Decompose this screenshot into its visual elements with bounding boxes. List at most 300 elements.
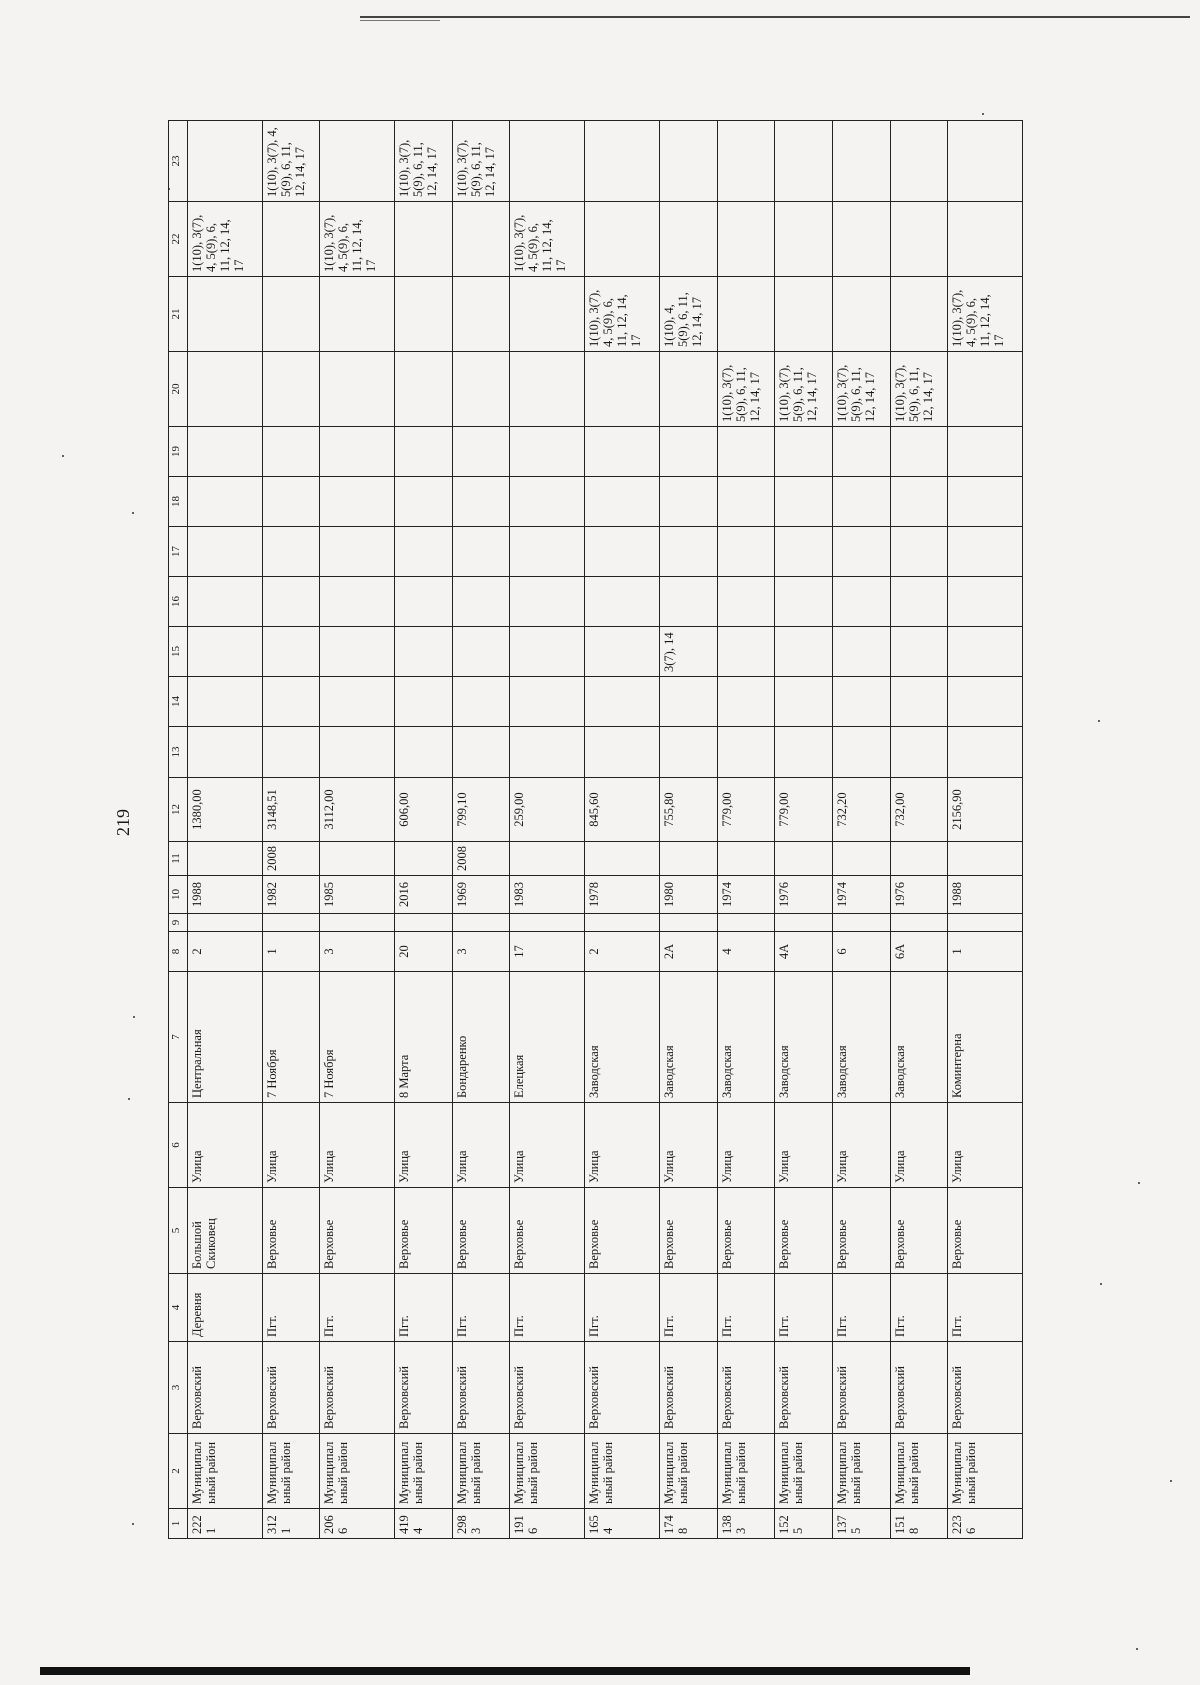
cell-col-14: [775, 677, 833, 727]
cell-col-8: 6: [832, 932, 890, 972]
cell-col-11: 2008: [452, 842, 510, 876]
cell-col-21: 1(10), 3(7), 4, 5(9), 6, 11, 12, 14, 17: [585, 277, 660, 352]
cell-col-12: 259,00: [510, 778, 585, 842]
cell-col-1: 1525: [775, 1509, 833, 1539]
table-row: [452, 121, 510, 1539]
cell-col-21: [262, 277, 320, 352]
cell-col-15: [890, 627, 948, 677]
cell-col-13: [659, 727, 717, 778]
cell-col-12: 779,00: [775, 778, 833, 842]
cell-col-14: [510, 677, 585, 727]
cell-col-13: [510, 727, 585, 778]
cell-col-22: 1(10), 3(7), 4, 5(9), 6, 11, 12, 14, 17: [510, 202, 585, 277]
cell-col-4: Пгт.: [948, 1274, 1023, 1342]
cell-col-18: [832, 477, 890, 527]
cell-col-15: [262, 627, 320, 677]
cell-col-17: [832, 527, 890, 577]
cell-col-5: Верховье: [775, 1188, 833, 1274]
cell-col-3: Верховский: [948, 1342, 1023, 1434]
cell-col-9: [717, 914, 775, 932]
column-number-11: 11: [169, 842, 188, 876]
cell-col-8: 2: [585, 932, 660, 972]
cell-col-22: [585, 202, 660, 277]
cell-col-12: 755,80: [659, 778, 717, 842]
cell-col-18: [395, 477, 453, 527]
cell-col-15: [187, 627, 262, 677]
cell-col-19: [890, 427, 948, 477]
cell-col-6: Улица: [187, 1103, 262, 1188]
cell-col-3: Верховский: [262, 1342, 320, 1434]
cell-col-20: [320, 352, 395, 427]
table-row: [832, 121, 890, 1539]
cell-col-4: Пгт.: [262, 1274, 320, 1342]
cell-col-20: 1(10), 3(7), 5(9), 6, 11, 12, 14, 17: [717, 352, 775, 427]
cell-col-8: 3: [452, 932, 510, 972]
table-row: [510, 121, 585, 1539]
cell-col-2: Муниципальный район: [262, 1434, 320, 1509]
cell-col-13: [452, 727, 510, 778]
cell-col-9: [187, 914, 262, 932]
cell-col-11: [890, 842, 948, 876]
table-row: [187, 121, 262, 1539]
scan-speck: [62, 455, 64, 457]
cell-col-5: Верховье: [890, 1188, 948, 1274]
cell-col-15: [510, 627, 585, 677]
cell-col-6: Улица: [832, 1103, 890, 1188]
scan-speck: [133, 1016, 135, 1018]
cell-col-21: [395, 277, 453, 352]
cell-col-20: [659, 352, 717, 427]
cell-col-15: [452, 627, 510, 677]
cell-col-15: [320, 627, 395, 677]
cell-col-18: [775, 477, 833, 527]
cell-col-23: [585, 121, 660, 202]
cell-col-15: [948, 627, 1023, 677]
cell-col-22: [262, 202, 320, 277]
cell-col-20: [510, 352, 585, 427]
cell-col-6: Улица: [775, 1103, 833, 1188]
cell-col-17: [452, 527, 510, 577]
cell-col-22: [452, 202, 510, 277]
cell-col-4: Пгт.: [832, 1274, 890, 1342]
cell-col-17: [262, 527, 320, 577]
cell-col-16: [395, 577, 453, 627]
cell-col-3: Верховский: [890, 1342, 948, 1434]
cell-col-5: Верховье: [510, 1188, 585, 1274]
cell-col-1: 1748: [659, 1509, 717, 1539]
cell-col-5: Верховье: [717, 1188, 775, 1274]
cell-col-11: [832, 842, 890, 876]
cell-col-3: Верховский: [452, 1342, 510, 1434]
cell-col-7: 7 Ноября: [262, 972, 320, 1103]
cell-col-17: [395, 527, 453, 577]
cell-col-15: [395, 627, 453, 677]
scan-speck: [128, 1098, 130, 1100]
cell-col-2: Муниципальный район: [510, 1434, 585, 1509]
cell-col-3: Верховский: [510, 1342, 585, 1434]
cell-col-19: [832, 427, 890, 477]
cell-col-18: [890, 477, 948, 527]
cell-col-23: [510, 121, 585, 202]
cell-col-18: [452, 477, 510, 527]
cell-col-23: 1(10), 3(7), 5(9), 6, 11, 12, 14, 17: [395, 121, 453, 202]
cell-col-10: 1985: [320, 876, 395, 914]
column-number-19: 19: [169, 427, 188, 477]
cell-col-4: Пгт.: [775, 1274, 833, 1342]
cell-col-23: 1(10), 3(7), 4, 5(9), 6, 11, 12, 14, 17: [262, 121, 320, 202]
table-row: [659, 121, 717, 1539]
column-number-21: 21: [169, 277, 188, 352]
cell-col-10: 1988: [187, 876, 262, 914]
cell-col-21: [832, 277, 890, 352]
cell-col-9: [585, 914, 660, 932]
cell-col-5: Верховье: [832, 1188, 890, 1274]
cell-col-22: 1(10), 3(7), 4, 5(9), 6, 11, 12, 14, 17: [320, 202, 395, 277]
cell-col-8: 4: [717, 932, 775, 972]
cell-col-7: Заводская: [659, 972, 717, 1103]
column-number-1: 1: [169, 1509, 188, 1539]
cell-col-16: [262, 577, 320, 627]
cell-col-1: 2066: [320, 1509, 395, 1539]
cell-col-4: Пгт.: [585, 1274, 660, 1342]
cell-col-16: [775, 577, 833, 627]
cell-col-6: Улица: [320, 1103, 395, 1188]
cell-col-23: [948, 121, 1023, 202]
cell-col-1: 1375: [832, 1509, 890, 1539]
cell-col-3: Верховский: [717, 1342, 775, 1434]
cell-col-7: Бондаренко: [452, 972, 510, 1103]
cell-col-4: Пгт.: [452, 1274, 510, 1342]
scan-speck: [132, 512, 134, 514]
cell-col-20: 1(10), 3(7), 5(9), 6, 11, 12, 14, 17: [775, 352, 833, 427]
cell-col-12: 2156,90: [948, 778, 1023, 842]
cell-col-17: [510, 527, 585, 577]
scan-speck: [1098, 720, 1100, 722]
cell-col-1: 2236: [948, 1509, 1023, 1539]
cell-col-8: 2: [187, 932, 262, 972]
cell-col-17: [775, 527, 833, 577]
table-row: [890, 121, 948, 1539]
cell-col-7: Заводская: [717, 972, 775, 1103]
scan-speck: [132, 1523, 134, 1525]
cell-col-21: [320, 277, 395, 352]
cell-col-19: [395, 427, 453, 477]
cell-col-3: Верховский: [832, 1342, 890, 1434]
column-number-13: 13: [169, 727, 188, 778]
cell-col-18: [585, 477, 660, 527]
scan-speck: [1170, 1480, 1172, 1482]
cell-col-3: Верховский: [187, 1342, 262, 1434]
cell-col-13: [948, 727, 1023, 778]
cell-col-14: [187, 677, 262, 727]
column-number-6: 6: [169, 1103, 188, 1188]
cell-col-7: Коминтерна: [948, 972, 1023, 1103]
cell-col-11: [775, 842, 833, 876]
table-row: [717, 121, 775, 1539]
cell-col-22: [775, 202, 833, 277]
cell-col-20: [187, 352, 262, 427]
cell-col-18: [948, 477, 1023, 527]
cell-col-18: [717, 477, 775, 527]
table-row: [775, 121, 833, 1539]
cell-col-3: Верховский: [775, 1342, 833, 1434]
cell-col-6: Улица: [452, 1103, 510, 1188]
cell-col-13: [262, 727, 320, 778]
cell-col-9: [452, 914, 510, 932]
scan-speck: [1100, 1283, 1102, 1285]
cell-col-8: 3: [320, 932, 395, 972]
cell-col-8: 1: [948, 932, 1023, 972]
column-number-4: 4: [169, 1274, 188, 1342]
cell-col-14: [395, 677, 453, 727]
cell-col-9: [659, 914, 717, 932]
cell-col-4: Пгт.: [510, 1274, 585, 1342]
cell-col-19: [187, 427, 262, 477]
cell-col-2: Муниципальный район: [832, 1434, 890, 1509]
scan-speck: [1138, 1182, 1140, 1184]
cell-col-15: [717, 627, 775, 677]
column-number-14: 14: [169, 677, 188, 727]
table-row: [262, 121, 320, 1539]
cell-col-3: Верховский: [320, 1342, 395, 1434]
cell-col-22: [948, 202, 1023, 277]
cell-col-1: 1916: [510, 1509, 585, 1539]
cell-col-8: 2А: [659, 932, 717, 972]
cell-col-17: [717, 527, 775, 577]
cell-col-2: Муниципальный район: [452, 1434, 510, 1509]
table-row: [585, 121, 660, 1539]
cell-col-11: 2008: [262, 842, 320, 876]
cell-col-5: Верховье: [452, 1188, 510, 1274]
cell-col-18: [320, 477, 395, 527]
cell-col-8: 17: [510, 932, 585, 972]
cell-col-8: 4А: [775, 932, 833, 972]
cell-col-14: [262, 677, 320, 727]
cell-col-14: [452, 677, 510, 727]
cell-col-4: Деревня: [187, 1274, 262, 1342]
cell-col-2: Муниципальный район: [717, 1434, 775, 1509]
cell-col-23: 1(10), 3(7), 5(9), 6, 11, 12, 14, 17: [452, 121, 510, 202]
cell-col-11: [510, 842, 585, 876]
cell-col-20: 1(10), 3(7), 5(9), 6, 11, 12, 14, 17: [832, 352, 890, 427]
cell-col-6: Улица: [262, 1103, 320, 1188]
scan-speck: [982, 113, 984, 115]
cell-col-18: [187, 477, 262, 527]
cell-col-15: [775, 627, 833, 677]
cell-col-7: Заводская: [832, 972, 890, 1103]
cell-col-16: [320, 577, 395, 627]
cell-col-11: [659, 842, 717, 876]
column-number-23: 23: [169, 121, 188, 202]
cell-col-6: Улица: [395, 1103, 453, 1188]
cell-col-23: [187, 121, 262, 202]
cell-col-18: [262, 477, 320, 527]
cell-col-13: [320, 727, 395, 778]
cell-col-9: [832, 914, 890, 932]
cell-col-7: Заводская: [890, 972, 948, 1103]
cell-col-20: [585, 352, 660, 427]
cell-col-16: [890, 577, 948, 627]
cell-col-14: [320, 677, 395, 727]
cell-col-7: 7 Ноября: [320, 972, 395, 1103]
cell-col-23: [320, 121, 395, 202]
cell-col-20: [948, 352, 1023, 427]
cell-col-6: Улица: [510, 1103, 585, 1188]
cell-col-19: [775, 427, 833, 477]
cell-col-14: [948, 677, 1023, 727]
cell-col-7: Заводская: [775, 972, 833, 1103]
cell-col-12: 3112,00: [320, 778, 395, 842]
cell-col-9: [948, 914, 1023, 932]
cell-col-12: 799,10: [452, 778, 510, 842]
cell-col-14: [717, 677, 775, 727]
cell-col-14: [585, 677, 660, 727]
cell-col-21: [890, 277, 948, 352]
column-number-12: 12: [169, 778, 188, 842]
cell-col-16: [948, 577, 1023, 627]
column-number-15: 15: [169, 627, 188, 677]
cell-col-8: 20: [395, 932, 453, 972]
cell-col-23: [717, 121, 775, 202]
cell-col-19: [585, 427, 660, 477]
cell-col-16: [452, 577, 510, 627]
cell-col-23: [832, 121, 890, 202]
scan-speck: [1136, 1648, 1138, 1650]
scan-edge-top-fragment: [360, 20, 440, 21]
cell-col-8: 1: [262, 932, 320, 972]
cell-col-1: 4194: [395, 1509, 453, 1539]
cell-col-16: [659, 577, 717, 627]
cell-col-2: Муниципальный район: [585, 1434, 660, 1509]
cell-col-17: [948, 527, 1023, 577]
cell-col-23: [659, 121, 717, 202]
cell-col-12: 779,00: [717, 778, 775, 842]
cell-col-5: Верховье: [659, 1188, 717, 1274]
cell-col-6: Улица: [585, 1103, 660, 1188]
cell-col-23: [890, 121, 948, 202]
cell-col-15: [585, 627, 660, 677]
cell-col-19: [262, 427, 320, 477]
cell-col-22: [890, 202, 948, 277]
cell-col-6: Улица: [659, 1103, 717, 1188]
cell-col-12: 845,60: [585, 778, 660, 842]
column-number-17: 17: [169, 527, 188, 577]
table-body: [169, 121, 1023, 1539]
cell-col-22: [832, 202, 890, 277]
cell-col-4: Пгт.: [659, 1274, 717, 1342]
cell-col-2: Муниципальный район: [659, 1434, 717, 1509]
cell-col-16: [585, 577, 660, 627]
column-number-5: 5: [169, 1188, 188, 1274]
column-number-20: 20: [169, 352, 188, 427]
cell-col-22: [659, 202, 717, 277]
cell-col-22: [395, 202, 453, 277]
cell-col-10: 1978: [585, 876, 660, 914]
cell-col-22: 1(10), 3(7), 4, 5(9), 6, 11, 12, 14, 17: [187, 202, 262, 277]
cell-col-19: [320, 427, 395, 477]
cell-col-16: [187, 577, 262, 627]
cell-col-19: [659, 427, 717, 477]
cell-col-20: [395, 352, 453, 427]
cell-col-14: [659, 677, 717, 727]
column-number-9: 9: [169, 914, 188, 932]
cell-col-13: [187, 727, 262, 778]
cell-col-17: [890, 527, 948, 577]
cell-col-10: 1983: [510, 876, 585, 914]
cell-col-21: [452, 277, 510, 352]
cell-col-9: [320, 914, 395, 932]
cell-col-13: [395, 727, 453, 778]
column-number-22: 22: [169, 202, 188, 277]
cell-col-16: [832, 577, 890, 627]
column-number-7: 7: [169, 972, 188, 1103]
cell-col-18: [510, 477, 585, 527]
cell-col-21: [510, 277, 585, 352]
cell-col-19: [452, 427, 510, 477]
cell-col-10: 1969: [452, 876, 510, 914]
scan-edge-top: [360, 16, 1190, 18]
cell-col-11: [717, 842, 775, 876]
column-number-18: 18: [169, 477, 188, 527]
cell-col-12: 732,20: [832, 778, 890, 842]
cell-col-3: Верховский: [659, 1342, 717, 1434]
cell-col-10: 1974: [717, 876, 775, 914]
cell-col-10: 1976: [775, 876, 833, 914]
cell-col-7: Центральная: [187, 972, 262, 1103]
cell-col-10: 1974: [832, 876, 890, 914]
cell-col-2: Муниципальный район: [948, 1434, 1023, 1509]
cell-col-12: 1380,00: [187, 778, 262, 842]
column-number-row: [169, 121, 188, 1539]
cell-col-1: 1383: [717, 1509, 775, 1539]
cell-col-11: [585, 842, 660, 876]
cell-col-3: Верховский: [395, 1342, 453, 1434]
cell-col-12: 3148,51: [262, 778, 320, 842]
cell-col-6: Улица: [890, 1103, 948, 1188]
cell-col-1: 1518: [890, 1509, 948, 1539]
cell-col-4: Пгт.: [717, 1274, 775, 1342]
housing-registry-table: [168, 120, 1023, 1539]
cell-col-13: [585, 727, 660, 778]
table-row: [948, 121, 1023, 1539]
cell-col-16: [510, 577, 585, 627]
cell-col-17: [585, 527, 660, 577]
cell-col-14: [832, 677, 890, 727]
cell-col-15: 3(7), 14: [659, 627, 717, 677]
cell-col-2: Муниципальный район: [395, 1434, 453, 1509]
cell-col-19: [717, 427, 775, 477]
cell-col-22: [717, 202, 775, 277]
cell-col-18: [659, 477, 717, 527]
cell-col-15: [832, 627, 890, 677]
cell-col-4: Пгт.: [890, 1274, 948, 1342]
cell-col-20: [452, 352, 510, 427]
cell-col-5: Верховье: [585, 1188, 660, 1274]
cell-col-13: [717, 727, 775, 778]
cell-col-12: 732,00: [890, 778, 948, 842]
cell-col-10: 1982: [262, 876, 320, 914]
cell-col-7: Елецкая: [510, 972, 585, 1103]
column-number-16: 16: [169, 577, 188, 627]
cell-col-5: Верховье: [262, 1188, 320, 1274]
cell-col-1: 2983: [452, 1509, 510, 1539]
cell-col-2: Муниципальный район: [320, 1434, 395, 1509]
table-row: [395, 121, 453, 1539]
table-row: [320, 121, 395, 1539]
cell-col-17: [187, 527, 262, 577]
column-number-8: 8: [169, 932, 188, 972]
cell-col-14: [890, 677, 948, 727]
